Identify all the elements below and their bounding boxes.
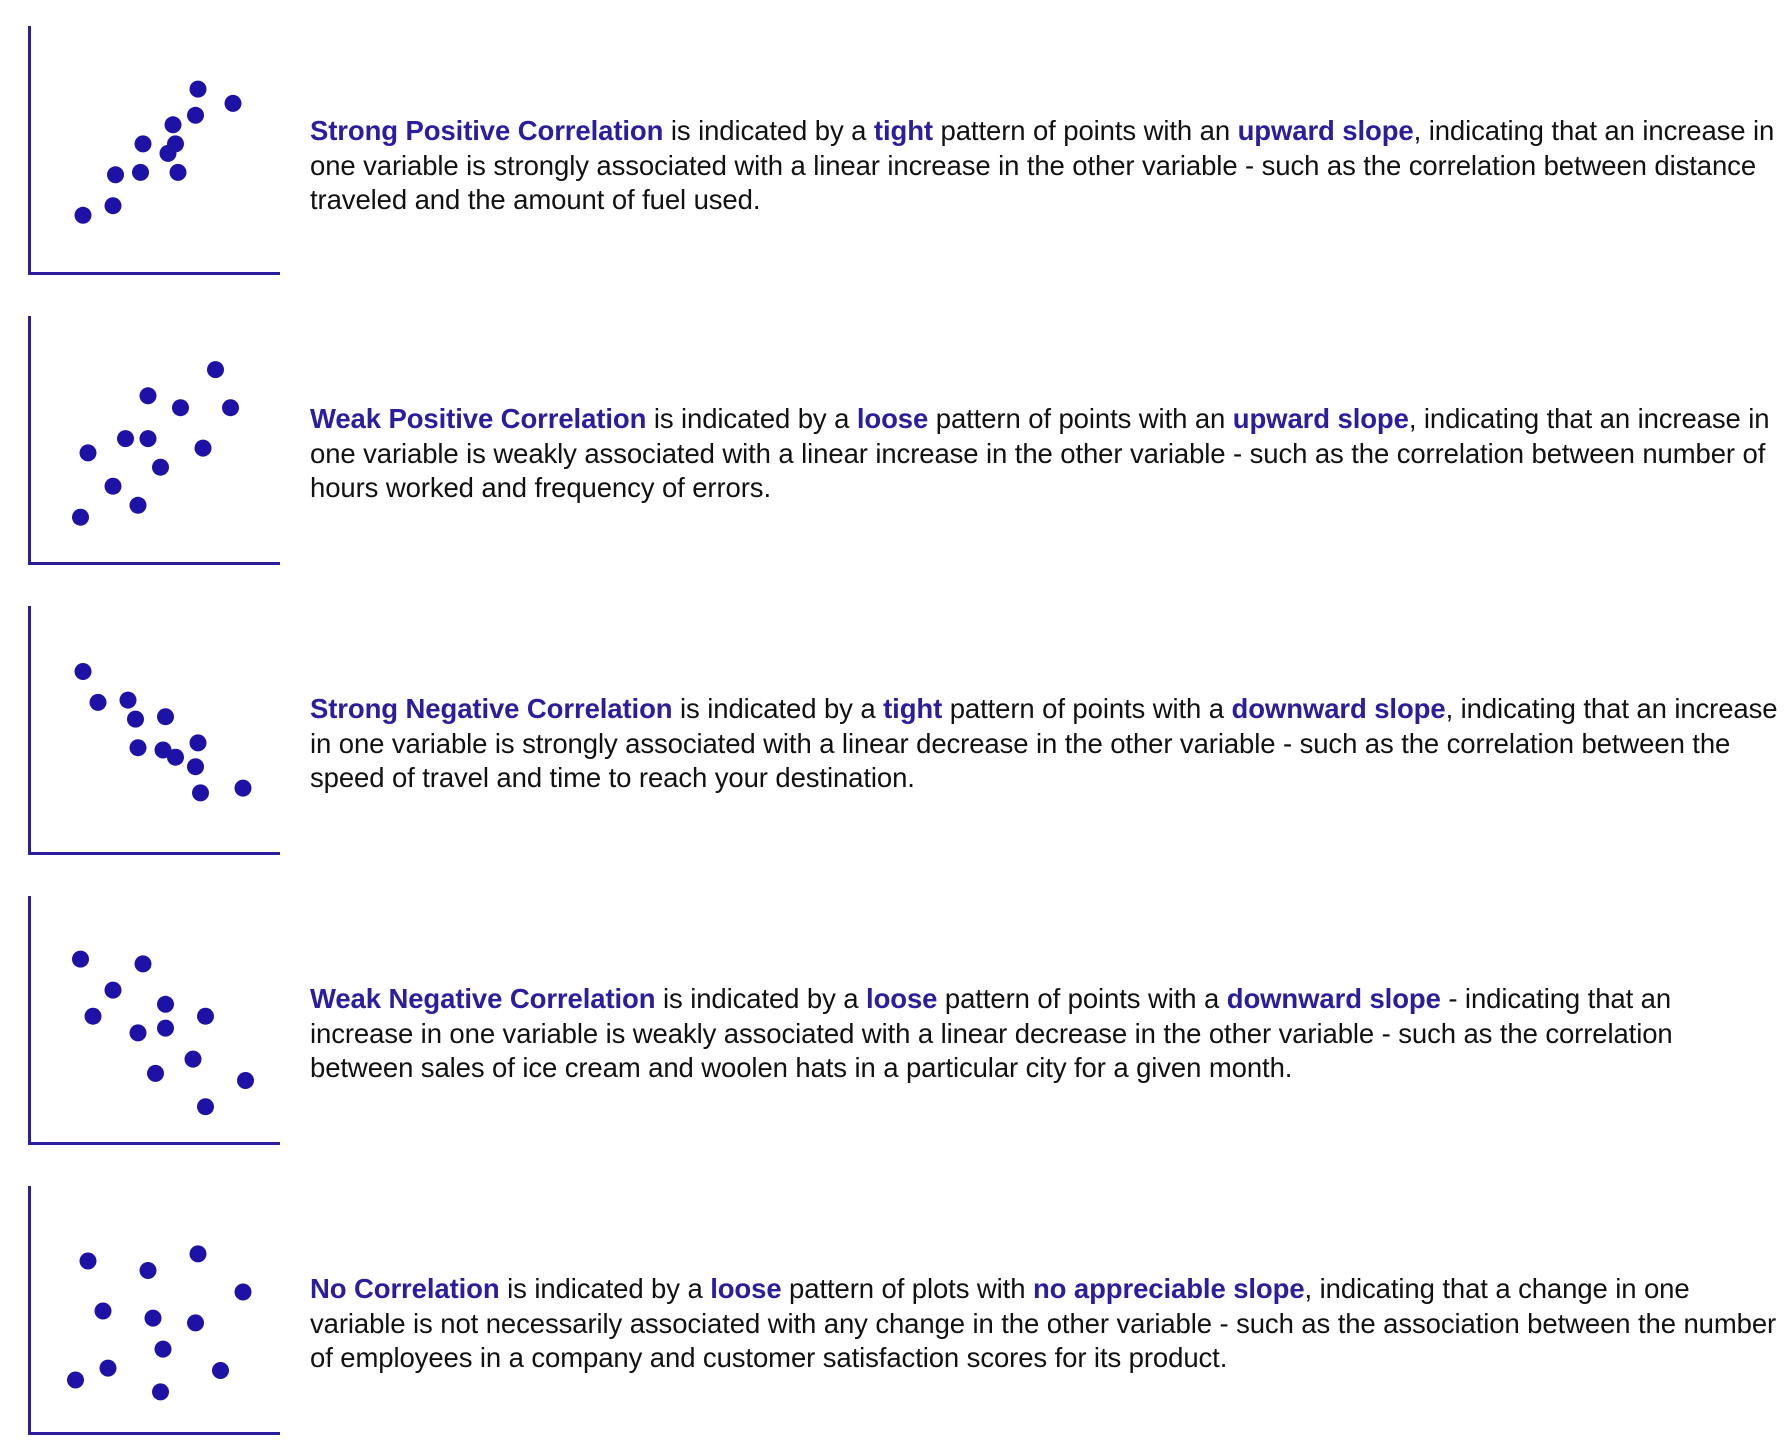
row-no-correlation [0,1160,1791,1450]
keyword: tight [883,693,943,724]
row-strong-negative [0,580,1791,870]
keyword: no appreciable slope [1032,1273,1305,1304]
scatter-point [75,663,92,680]
row-weak-negative [0,870,1791,1160]
description-text: is indicated by a [663,115,874,146]
desc-weak-positive [310,402,1780,506]
scatter-point [117,430,134,447]
scatter-weak-negative [28,896,280,1146]
description-text: , indicating that an increase in one variable is weakly associated with a linear increase in the other variable - such as the correlation between number of hours worked and frequency of errors. [310,403,1770,503]
scatter-point [127,711,144,728]
scatter-point [140,1262,157,1279]
scatter-point [197,1008,214,1025]
scatter-point [80,1253,97,1270]
row-strong-positive [0,0,1791,290]
description-text: pattern of points with an [932,115,1238,146]
scatter-point [167,749,184,766]
scatter-strong-negative [28,606,280,856]
keyword: tight [873,115,933,146]
keyword: loose [856,403,929,434]
scatter-point [120,692,137,709]
description-text: is indicated by a [655,983,867,1014]
keyword: downward slope [1231,693,1446,724]
description-text: - indicating that an increase in one variable is weakly associated with a linear decrease in the other variable - such as the correlation between sales of ice cream and woolen hats in a particular city for a given month. [310,983,1673,1083]
scatter-point [212,1362,229,1379]
scatter-point [235,1284,252,1301]
scatter-point [190,734,207,751]
scatter-point [85,1008,102,1025]
scatter-point [132,164,149,181]
scatter-point [147,1065,164,1082]
scatter-point [140,430,157,447]
scatter-no-correlation [28,1186,280,1436]
scatter-point [170,164,187,181]
scatter-point [187,758,204,775]
keyword: No Correlation [310,1273,500,1304]
description-text: , indicating that an increase in one variable is strongly associated with a linear decrease in the other variable - such as the correlation between the speed of travel and time to reach your destination. [310,693,1778,793]
plot-strong-negative [28,606,280,856]
scatter-point [195,440,212,457]
scatter-point [187,1314,204,1331]
scatter-point [225,95,242,112]
scatter-point [157,996,174,1013]
desc-strong-negative [310,692,1780,796]
scatter-point [165,116,182,133]
description-text: pattern of plots with [781,1273,1033,1304]
scatter-point [135,135,152,152]
scatter-point [72,951,89,968]
scatter-point [157,708,174,725]
scatter-point [172,399,189,416]
keyword: Strong Positive Correlation [310,115,664,146]
scatter-point [130,739,147,756]
scatter-point [155,1341,172,1358]
scatter-point [130,497,147,514]
scatter-point [157,1020,174,1037]
scatter-point [130,1024,147,1041]
scatter-point [152,1383,169,1400]
description-text: is indicated by a [646,403,857,434]
scatter-point [75,207,92,224]
scatter-point [140,387,157,404]
keyword: Weak Positive Correlation [310,403,647,434]
keyword: loose [866,983,938,1014]
scatter-point [222,399,239,416]
keyword: upward slope [1232,403,1409,434]
keyword: upward slope [1237,115,1414,146]
plot-weak-negative [28,896,280,1146]
description-text: , indicating that a change in one variable is not necessarily associated with any change in the other variable - such as the association between the number of employees in a company and customer satisfaction scores for its product. [310,1273,1777,1373]
description-text: , indicating that an increase in one variable is strongly associated with a linear increase in the other variable - such as the correlation between distance traveled and the amount of fuel used. [310,115,1775,215]
scatter-point [100,1360,117,1377]
scatter-point [105,982,122,999]
scatter-point [95,1303,112,1320]
scatter-point [192,784,209,801]
scatter-point [90,694,107,711]
description-text: is indicated by a [672,693,884,724]
scatter-weak-positive [28,316,280,566]
desc-weak-negative [310,982,1780,1086]
scatter-point [187,107,204,124]
description-text: is indicated by a [499,1273,711,1304]
scatter-point [135,955,152,972]
plot-weak-positive [28,316,280,566]
plot-no-correlation [28,1186,280,1436]
scatter-point [80,444,97,461]
scatter-point [107,166,124,183]
scatter-point [197,1098,214,1115]
scatter-strong-positive [28,26,280,276]
scatter-point [207,361,224,378]
desc-strong-positive [310,114,1780,218]
scatter-point [105,478,122,495]
row-weak-positive [0,290,1791,580]
scatter-point [237,1072,254,1089]
keyword: loose [710,1273,782,1304]
scatter-point [190,81,207,98]
keyword: downward slope [1226,983,1441,1014]
scatter-point [72,509,89,526]
description-text: pattern of points with a [942,693,1232,724]
description-text: pattern of points with a [937,983,1227,1014]
scatter-point [167,135,184,152]
plot-strong-positive [28,26,280,276]
scatter-point [105,197,122,214]
scatter-point [235,780,252,797]
scatter-point [185,1051,202,1068]
keyword: Weak Negative Correlation [310,983,656,1014]
scatter-point [190,1245,207,1262]
description-text: pattern of points with an [928,403,1233,434]
scatter-point [67,1372,84,1389]
desc-no-correlation [310,1272,1780,1376]
scatter-point [145,1310,162,1327]
keyword: Strong Negative Correlation [310,693,673,724]
scatter-point [152,459,169,476]
